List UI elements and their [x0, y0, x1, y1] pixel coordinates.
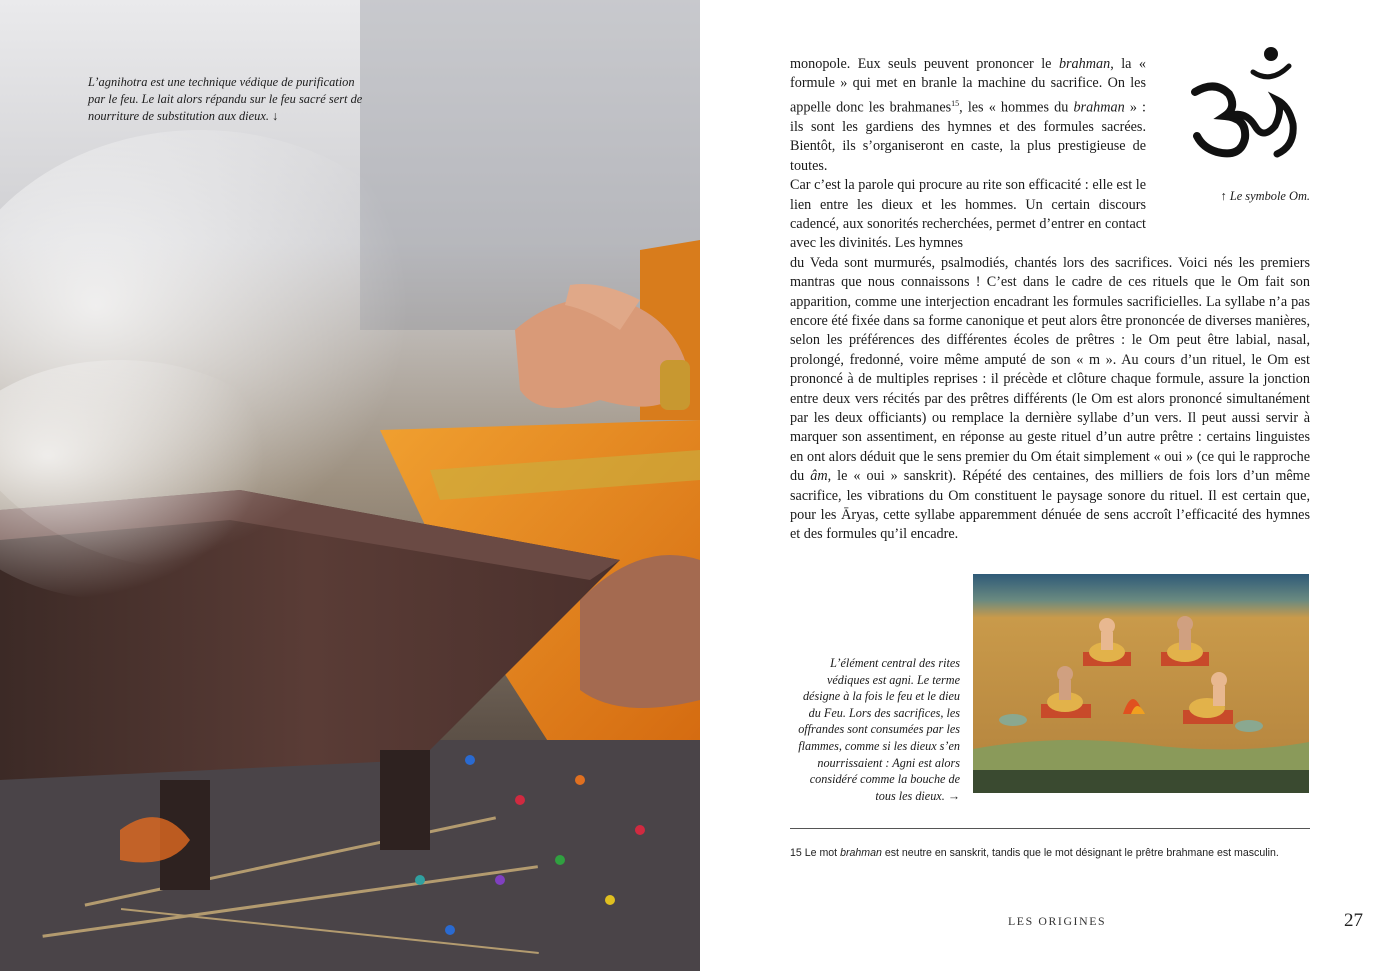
- p1-c: » : ils sont les gardiens des hymnes et des formules sacrées. Bientôt, ils s’organiseront en caste, la plus prestigieuse de toutes.: [790, 99, 1146, 174]
- footnote-ref-15[interactable]: 15: [951, 98, 960, 108]
- footnote-divider: [790, 828, 1310, 829]
- arrow-down-icon: ↓: [272, 109, 279, 123]
- footnote-term: brahman: [840, 847, 882, 859]
- arrow-right-icon: →: [947, 788, 960, 803]
- painting-caption: [790, 655, 960, 804]
- footnote-b: est neutre en sanskrit, tandis que le mot désignant le prêtre brahmane est masculin.: [881, 847, 1279, 859]
- running-head: LES ORIGINES: [1008, 914, 1107, 928]
- term-am: âm: [810, 468, 828, 485]
- arrow-up-icon: ↑: [1220, 189, 1227, 203]
- p2-rest-a: du Veda sont murmurés, psalmodiés, chantés lors des sacrifices. Voici nés les premiers mantras que nous connaissons ! C’est dans le cadre de ces rituels que le Om fait son apparition, comme une interjection encadrant les formules sacrificielles. La syllabe n’a pas encore été fixée dans sa forme canonique et peut alors être prononcée de diverses manières, selon les préférences des différentes écoles de prêtres : le Om peut être labial, nasal, prolongé, fredonné, voire même amputé de son « m ». Au cours d’un rituel, le Om est prononcé à de multiples reprises : il précède et clôture chaque formule, assure la jonction entre deux vers récités par des prêtres différents (le Om est alors prononcé simultanément par les deux officiants) ou remplace la dernière syllabe d’un vers. Il peut aussi servir à marquer son assentiment, en réponse au geste rituel d’un autre prêtre : certains linguistes en ont alors déduit que le sens premier du Om était simplement « oui » (ce qui le rapproche du: [790, 254, 1310, 485]
- p1-b: , les « hommes du: [959, 99, 1074, 116]
- om-caption: [1150, 189, 1310, 204]
- om-symbol: [1185, 40, 1310, 165]
- p2-rest-b: , le « oui » sanskrit). Répété des centaines, des milliers de fois lors d’un même sacrifice, les vibrations du Om constituent le paysage sonore du rituel. Il est certain que, pour les Āryas, cette syllabe apparemment dénuée de sens accroît l’efficacité des hymnes et des formules qu’il encadre.: [790, 468, 1310, 543]
- footnote-a: Le mot: [801, 847, 841, 859]
- om-caption-text: Le symbole Om.: [1229, 189, 1310, 203]
- footnote: [790, 847, 1330, 859]
- page-number: 27: [1344, 910, 1363, 931]
- photo-caption: [88, 74, 363, 125]
- p2-short: Car c’est la parole qui procure au rite son efficacité : elle est le lien entre les dieux et les hommes. Un certain discours cadencé, aux sonorités recherchées, permet d’entrer en contact avec les divinités. Les hymnes: [790, 177, 1146, 252]
- photo-caption-text: L’agnihotra est une technique védique de purification par le feu. Le lait alors répandu sur le feu sacré sert de nourriture de substitution aux dieux.: [88, 75, 363, 123]
- p1-intro: monopole. Eux seuls peuvent prononcer le: [790, 56, 1059, 72]
- vedic-ritual-painting: [973, 574, 1309, 793]
- term-brahman-2: brahman: [1073, 99, 1125, 116]
- painting-caption-text: L’élément central des rites védiques est agni. Le terme désigne à la fois le feu et le dieu du Feu. Lors des sacrifices, les offrandes sont consumées par les flammes, comme si les dieux s’en nourrissaient : Agni est alors considéré comme la bouche de tous les dieux.: [798, 656, 960, 803]
- term-brahman: brahman: [1058, 56, 1111, 72]
- paragraph-2: [790, 176, 1310, 545]
- footnote-number: 15: [790, 847, 802, 859]
- p1-a: , la « formule » qui met en branle la machine du sacrifice. On les appelle donc les brahmanes: [790, 56, 1146, 116]
- paragraph-1: [790, 55, 1146, 176]
